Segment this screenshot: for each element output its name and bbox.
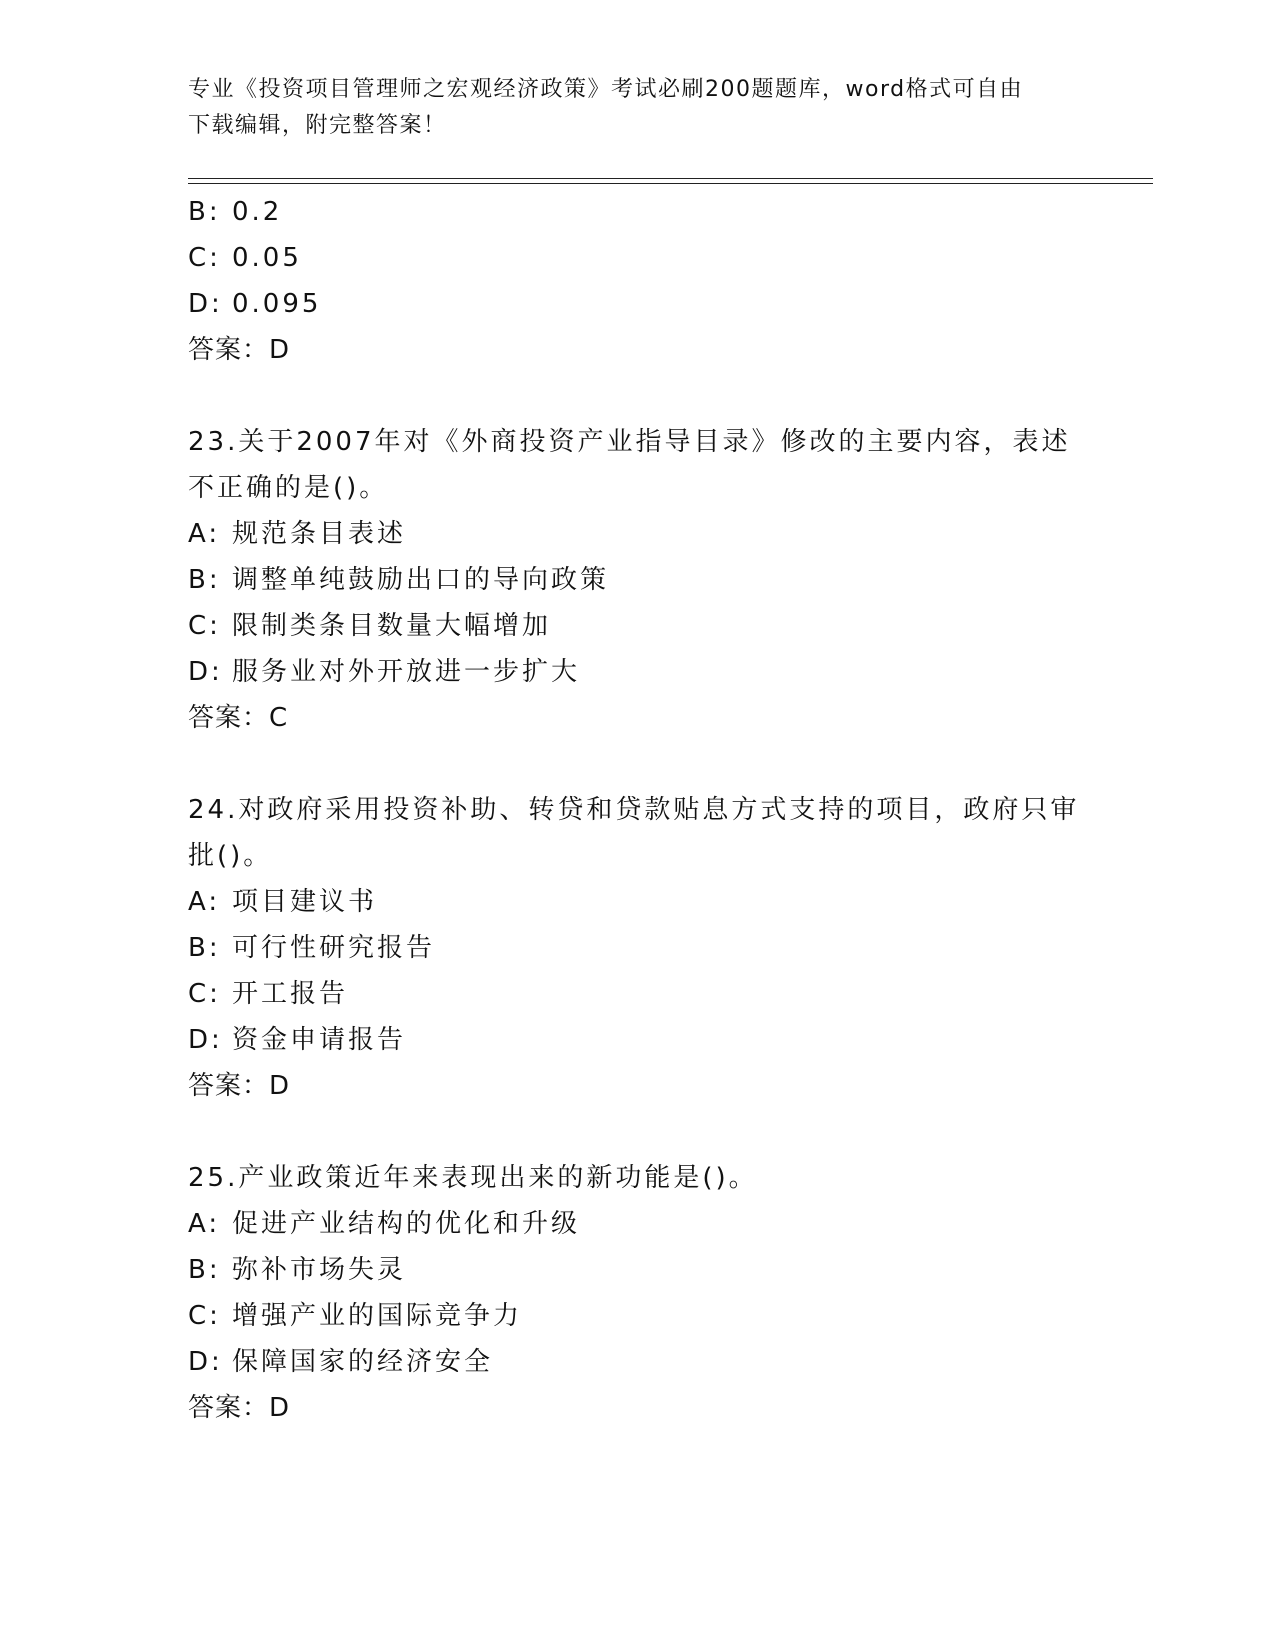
answer-line: 答案：D: [188, 1393, 291, 1423]
question-text: 24.对政府采用投资补助、转贷和贷款贴息方式支持的项目，政府只审: [188, 795, 1080, 825]
question-text: 23.关于2007年对《外商投资产业指导目录》修改的主要内容，表述: [188, 427, 1071, 457]
option-a: A: 促进产业结构的优化和升级: [188, 1209, 581, 1239]
header-rule-top: [188, 178, 1153, 179]
option-d: D: 0.095: [188, 289, 322, 319]
question-text: 25.产业政策近年来表现出来的新功能是()。: [188, 1163, 758, 1193]
option-b: B: 0.2: [188, 197, 283, 227]
option-c: C: 限制类条目数量大幅增加: [188, 611, 552, 641]
option-b: B: 可行性研究报告: [188, 933, 436, 963]
option-d: D: 服务业对外开放进一步扩大: [188, 657, 581, 687]
header-rule-bottom: [188, 183, 1153, 184]
option-c: C: 增强产业的国际竞争力: [188, 1301, 523, 1331]
question-block-23: [188, 419, 1088, 741]
option-a: A: 项目建议书: [188, 887, 378, 917]
document-header: [188, 72, 1088, 144]
option-d: D: 保障国家的经济安全: [188, 1347, 494, 1377]
answer-line: 答案：D: [188, 335, 291, 365]
option-b: B: 弥补市场失灵: [188, 1255, 407, 1285]
question-block-25: [188, 1155, 1088, 1431]
option-a: A: 规范条目表述: [188, 519, 407, 549]
question-text-cont: 不正确的是()。: [188, 473, 389, 503]
question-block-24: [188, 787, 1088, 1109]
question-list: [188, 189, 1088, 1431]
question-text-cont: 批()。: [188, 841, 273, 871]
option-d: D: 资金申请报告: [188, 1025, 407, 1055]
option-c: C: 0.05: [188, 243, 302, 273]
option-c: C: 开工报告: [188, 979, 349, 1009]
option-b: B: 调整单纯鼓励出口的导向政策: [188, 565, 610, 595]
prev-question-block: [188, 189, 1088, 373]
header-line-1: 专业《投资项目管理师之宏观经济政策》考试必刷200题题库，word格式可自由: [188, 77, 1024, 102]
answer-line: 答案：C: [188, 703, 289, 733]
answer-line: 答案：D: [188, 1071, 291, 1101]
header-line-2: 下载编辑，附完整答案！: [188, 113, 447, 138]
